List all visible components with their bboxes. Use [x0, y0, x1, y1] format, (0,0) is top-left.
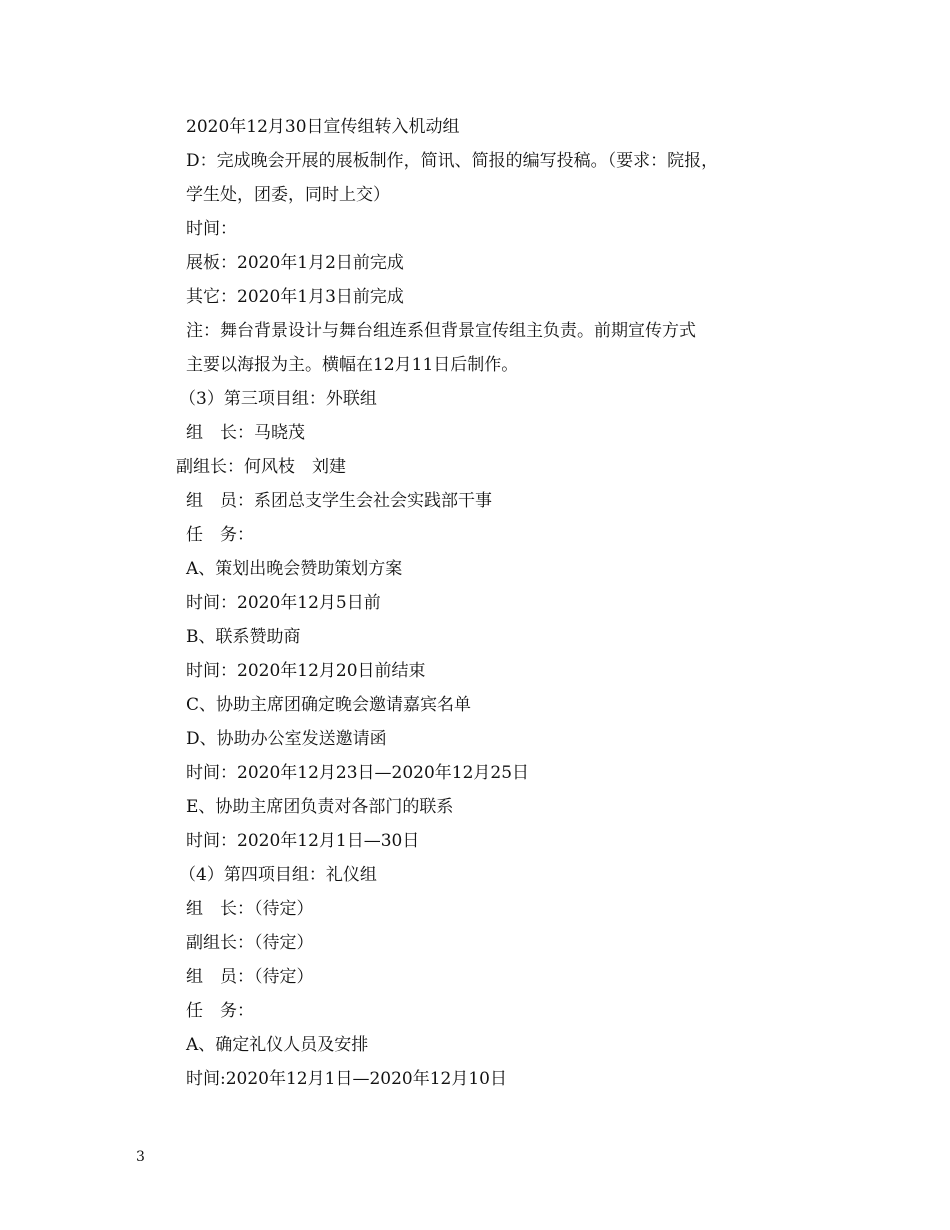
text-line: 其它：2020年1月3日前完成 [186, 287, 404, 307]
section-heading: （4）第四项目组：礼仪组 [179, 865, 377, 885]
text-line: 时间：2020年12月1日—30日 [186, 831, 420, 851]
text-line: 副组长：（待定） [186, 933, 314, 953]
page-number: 3 [136, 1149, 145, 1165]
text-line: 时间：2020年12月5日前 [186, 593, 381, 613]
text-line: C、协助主席团确定晚会邀请嘉宾名单 [186, 695, 472, 715]
text-line: E、协助主席团负责对各部门的联系 [186, 797, 454, 817]
text-line: B、联系赞助商 [186, 627, 301, 647]
text-line: A、策划出晚会赞助策划方案 [186, 559, 403, 579]
text-line: 组 员：（待定） [186, 967, 314, 987]
text-line: 时间:2020年12月1日—2020年12月10日 [186, 1069, 507, 1089]
text-line: 副组长：何风枝 刘建 [176, 457, 346, 477]
text-line: 组 长：（待定） [186, 899, 314, 919]
text-line: 学生处，团委，同时上交） [186, 185, 390, 205]
text-line: 注：舞台背景设计与舞台组连系但背景宣传组主负责。前期宣传方式 [186, 321, 696, 341]
text-line: 组 员：系团总支学生会社会实践部干事 [186, 491, 492, 511]
text-line: 展板：2020年1月2日前完成 [186, 253, 404, 273]
text-line: 时间：2020年12月23日—2020年12月25日 [186, 763, 530, 783]
text-line: 任 务： [186, 1001, 254, 1021]
text-line: D：完成晚会开展的展板制作，简讯、简报的编写投稿。（要求：院报， [186, 151, 719, 171]
text-line: 组 长：马晓茂 [186, 423, 305, 443]
text-line: D、协助办公室发送邀请函 [186, 729, 387, 749]
text-line: A、确定礼仪人员及安排 [186, 1035, 369, 1055]
text-line: 主要以海报为主。横幅在12月11日后制作。 [186, 355, 519, 375]
section-heading: （3）第三项目组：外联组 [179, 389, 377, 409]
text-line: 2020年12月30日宣传组转入机动组 [186, 117, 460, 137]
text-line: 任 务： [186, 525, 254, 545]
text-line: 时间：2020年12月20日前结束 [186, 661, 426, 681]
text-line: 时间： [186, 219, 237, 239]
